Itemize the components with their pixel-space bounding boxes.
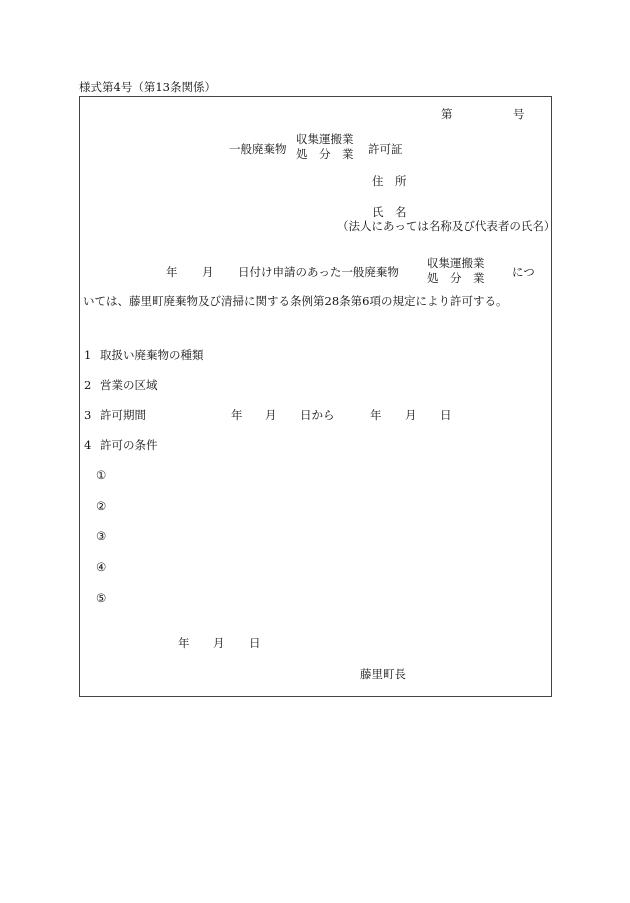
body-tail: につ bbox=[512, 265, 535, 279]
date-month: 月 bbox=[213, 636, 225, 650]
date-year: 年 bbox=[178, 636, 190, 650]
name-note: （法人にあっては名称及び代表者の氏名） bbox=[337, 219, 556, 233]
item-4-num: 4 bbox=[84, 438, 92, 452]
condition-3: ③ bbox=[96, 529, 107, 543]
item-3-num: 3 bbox=[84, 408, 92, 422]
item-2-text: 営業の区域 bbox=[100, 378, 158, 392]
condition-5: ⑤ bbox=[96, 591, 107, 605]
body-month: 月 bbox=[202, 265, 214, 279]
date-day: 日 bbox=[249, 636, 261, 650]
period-year2: 年 bbox=[370, 408, 382, 422]
body-business-types bbox=[427, 256, 485, 286]
period-month1: 月 bbox=[265, 408, 277, 422]
item-2-num: 2 bbox=[84, 378, 92, 392]
item-1-text: 取扱い廃棄物の種類 bbox=[100, 348, 204, 362]
item-1-num: 1 bbox=[84, 348, 92, 362]
number-go: 号 bbox=[513, 107, 525, 121]
number-dai: 第 bbox=[441, 107, 453, 121]
period-year1: 年 bbox=[231, 408, 243, 422]
condition-1: ① bbox=[96, 468, 107, 482]
cert-title-suffix: 許可証 bbox=[368, 142, 403, 156]
name-label: 氏 名 bbox=[372, 205, 407, 219]
period-day2: 日 bbox=[440, 408, 452, 422]
body-line2: いては、藤里町廃棄物及び清掃に関する条例第28条第6項の規定により許可する。 bbox=[83, 294, 508, 308]
body-type-collection: 収集運搬業 bbox=[427, 256, 485, 270]
condition-4: ④ bbox=[96, 560, 107, 574]
issuer: 藤里町長 bbox=[360, 667, 406, 681]
period-from: 日から bbox=[300, 408, 335, 422]
cert-title-type-disposal: 処 分 業 bbox=[296, 147, 354, 161]
body-type-disposal: 処 分 業 bbox=[427, 271, 485, 285]
item-4-text: 許可の条件 bbox=[100, 438, 158, 452]
certificate-frame bbox=[79, 96, 552, 697]
address-label: 住 所 bbox=[372, 174, 407, 188]
period-month2: 月 bbox=[405, 408, 417, 422]
body-mid: 日付け申請のあった一般廃棄物 bbox=[238, 265, 399, 279]
item-3-text: 許可期間 bbox=[100, 408, 146, 422]
body-year: 年 bbox=[166, 265, 178, 279]
cert-title-type-collection: 収集運搬業 bbox=[296, 132, 354, 146]
cert-title-prefix: 一般廃棄物 bbox=[229, 142, 287, 156]
cert-title-business-types bbox=[296, 132, 354, 162]
form-label: 様式第4号（第13条関係） bbox=[79, 80, 216, 94]
condition-2: ② bbox=[96, 499, 107, 513]
